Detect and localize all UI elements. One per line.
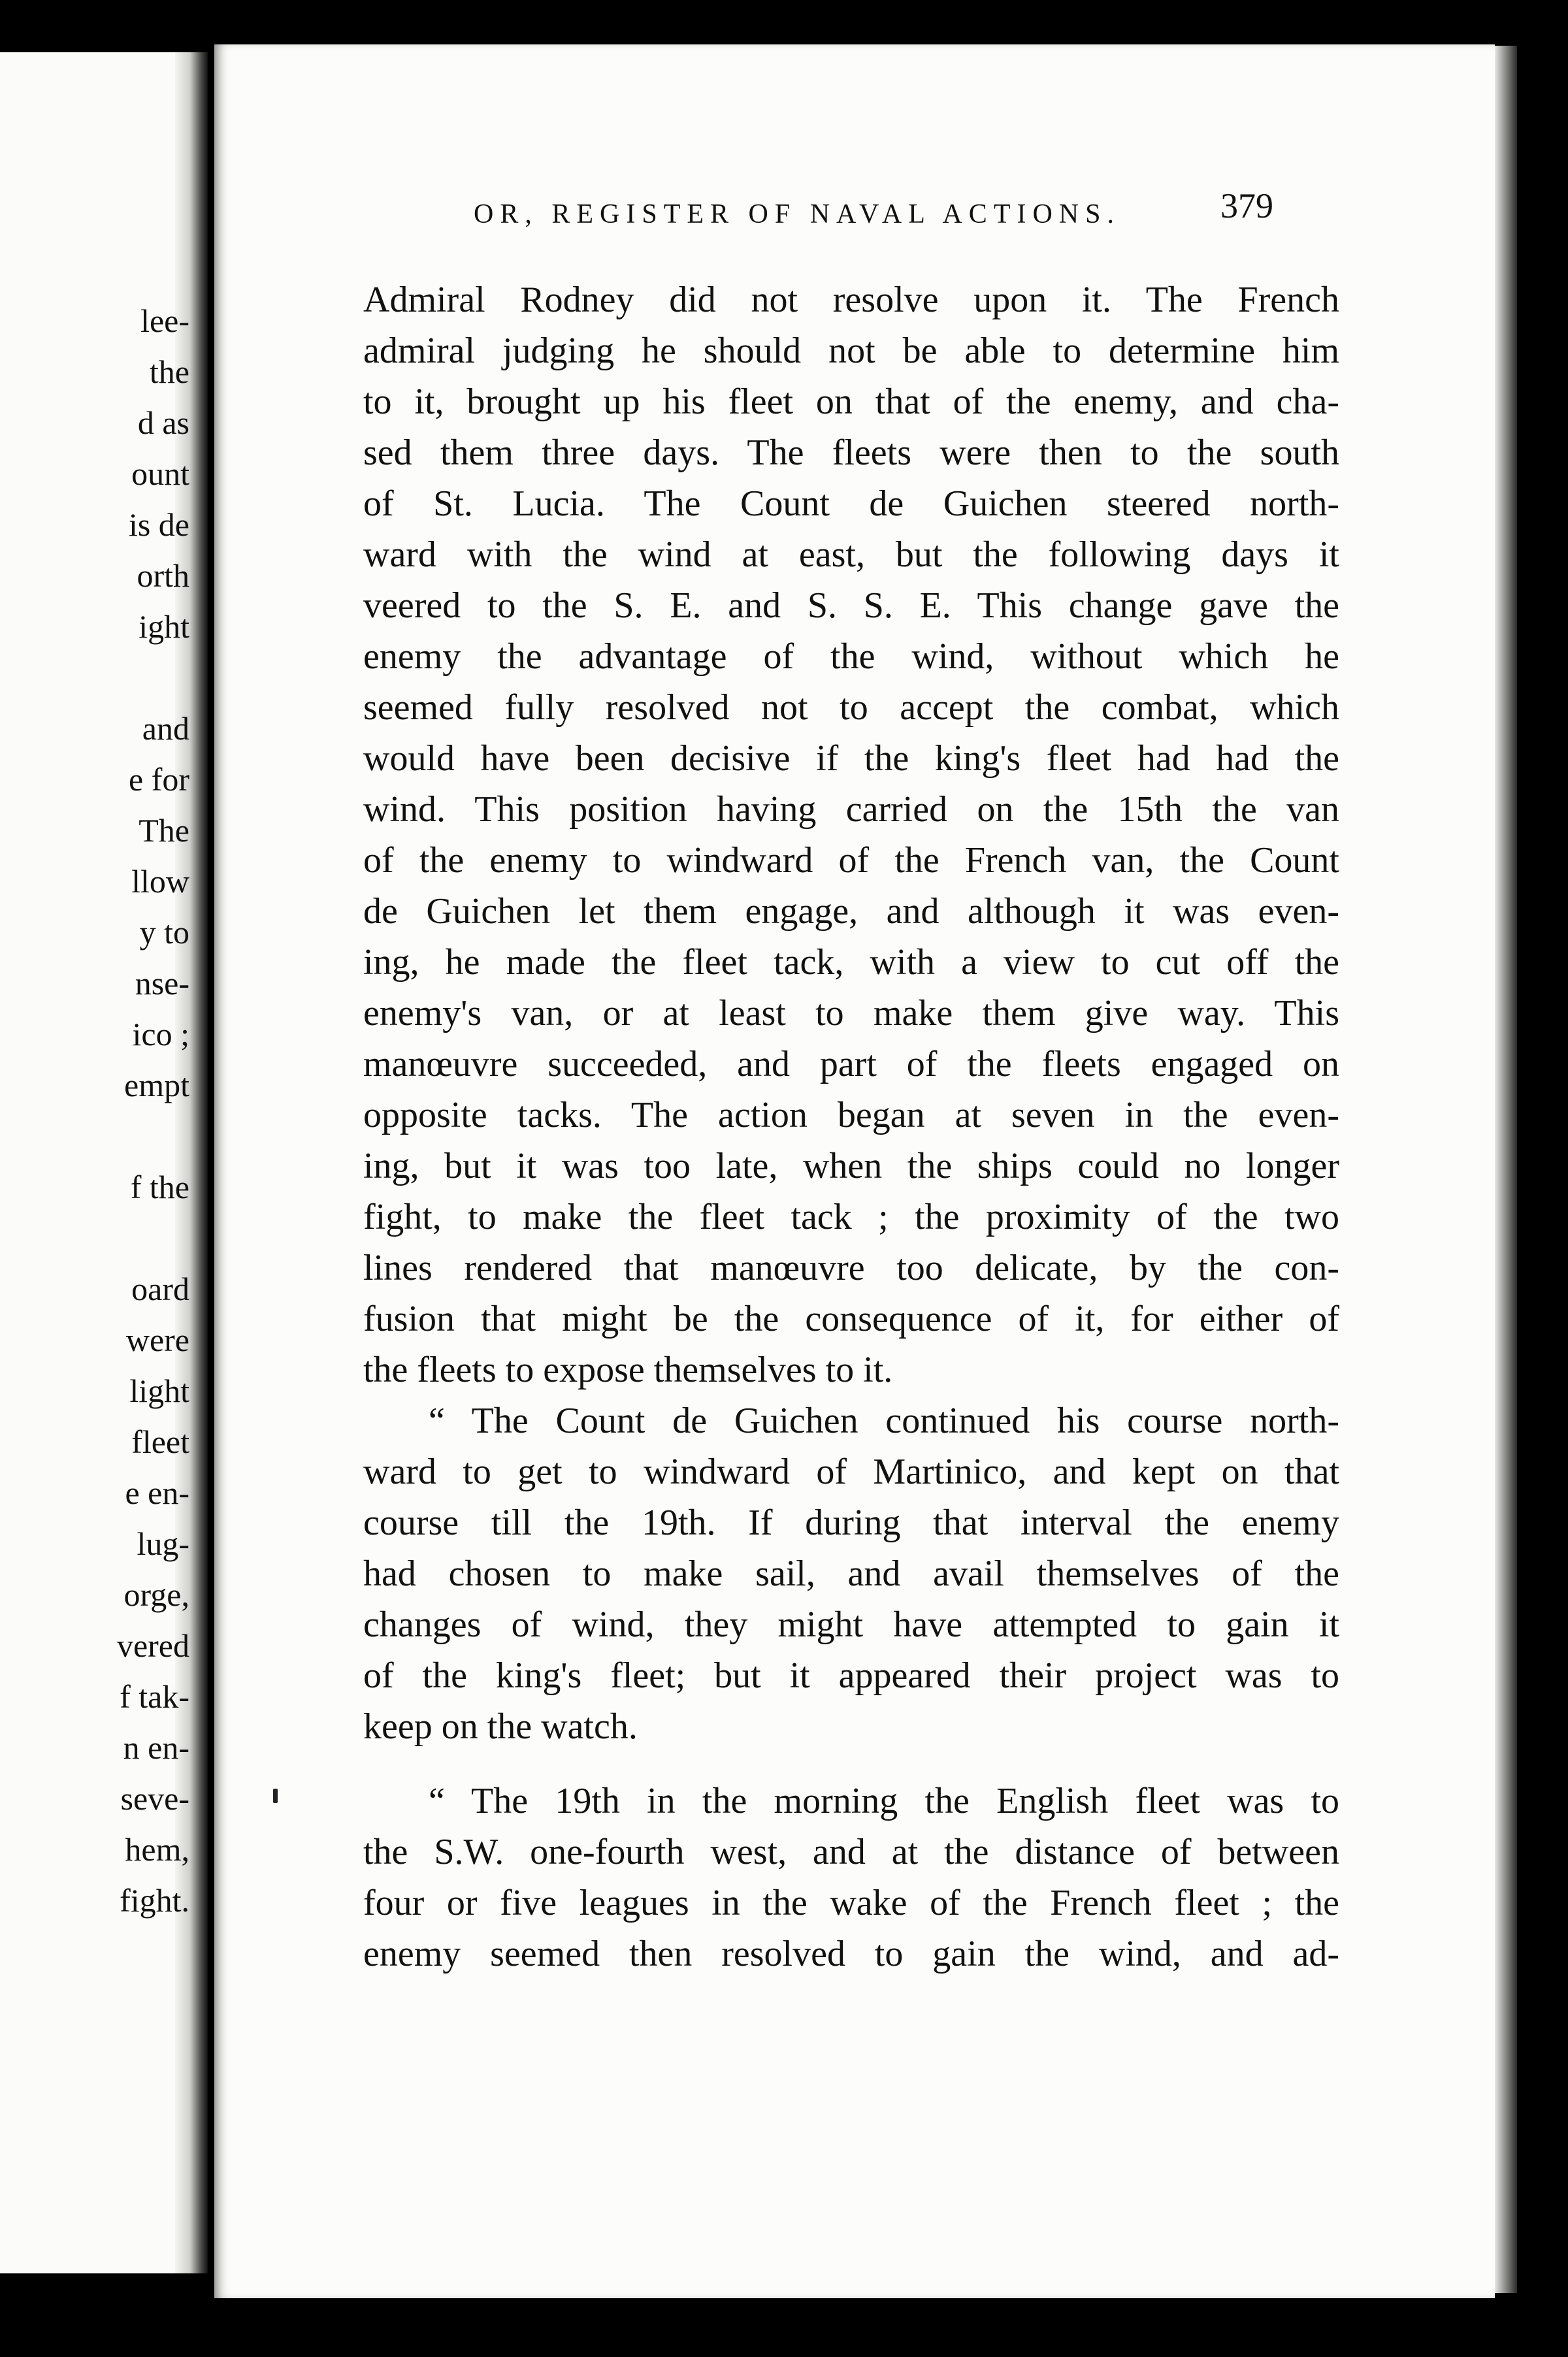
- left-page-fragment: hem,: [125, 1831, 189, 1868]
- running-head: OR, REGISTER OF NAVAL ACTIONS.: [474, 199, 1120, 229]
- body-text-line: de Guichen let them engage, and although it was even-: [363, 891, 1339, 932]
- page-edge: [1495, 46, 1517, 2293]
- body-text-line: ing, but it was too late, when the ships could no longer: [363, 1146, 1339, 1186]
- left-page-fragment: oard: [131, 1271, 189, 1307]
- ink-speck: [273, 1789, 278, 1803]
- body-text-line: “ The Count de Guichen continued his course north-: [429, 1401, 1339, 1441]
- left-page-fragment: ight: [139, 608, 189, 645]
- body-text-line: veered to the S. E. and S. S. E. This change gave the: [363, 585, 1339, 626]
- body-text-line: would have been decisive if the king's fleet had had the: [363, 738, 1339, 779]
- left-page-fragment: lug-: [137, 1525, 189, 1562]
- left-page-fragment: d as: [137, 404, 189, 441]
- left-page-fragment: The: [139, 812, 189, 849]
- body-text-line: enemy's van, or at least to make them give way. This: [363, 993, 1339, 1033]
- body-text-line: opposite tacks. The action began at seven in the even-: [363, 1095, 1339, 1135]
- left-page-fragment: and: [142, 710, 189, 747]
- left-page-fragment: empt: [124, 1067, 189, 1103]
- left-page-fragment: orge,: [123, 1576, 189, 1613]
- body-text-line: four or five leagues in the wake of the French fleet ; the: [363, 1883, 1339, 1923]
- body-text-line: changes of wind, they might have attempted to gain it: [363, 1604, 1339, 1645]
- body-text-line: Admiral Rodney did not resolve upon it. The French: [363, 280, 1339, 320]
- left-page-fragment: fleet: [131, 1423, 189, 1460]
- left-page-fragment: y to: [139, 914, 189, 951]
- left-page-fragment: e for: [129, 761, 189, 798]
- body-text-line: “ The 19th in the morning the English fleet was to: [429, 1781, 1339, 1821]
- left-page-fragment: light: [129, 1373, 189, 1409]
- body-text-line: course till the 19th. If during that interval the enemy: [363, 1503, 1339, 1543]
- body-text-line: admiral judging he should not be able to determine him: [363, 331, 1339, 371]
- body-text-line: of the enemy to windward of the French van, the Count: [363, 840, 1339, 881]
- body-text-line: seemed fully resolved not to accept the combat, which: [363, 687, 1339, 728]
- body-text-line: to it, brought up his fleet on that of the enemy, and cha-: [363, 382, 1339, 422]
- left-page-fragment: ount: [131, 455, 189, 492]
- body-text-line: keep on the watch.: [363, 1706, 638, 1747]
- body-text-line: enemy the advantage of the wind, without which he: [363, 636, 1339, 677]
- left-page-fragment: the: [149, 353, 189, 390]
- body-text-line: fight, to make the fleet tack ; the proximity of the two: [363, 1197, 1339, 1237]
- body-text-line: sed them three days. The fleets were then to the south: [363, 432, 1339, 473]
- body-text-line: manœuvre succeeded, and part of the fleets engaged on: [363, 1044, 1339, 1084]
- left-page-fragment: orth: [137, 557, 189, 594]
- left-page-fragment: nse-: [135, 965, 189, 1001]
- left-page-fragment: vered: [116, 1627, 189, 1664]
- left-page-fragment: were: [125, 1322, 189, 1358]
- body-text-line: ward to get to windward of Martinico, and kept on that: [363, 1452, 1339, 1492]
- body-text-line: the S.W. one-fourth west, and at the distance of between: [363, 1832, 1339, 1872]
- body-text-line: lines rendered that manœuvre too delicate, by the con-: [363, 1248, 1339, 1288]
- body-text-line: had chosen to make sail, and avail themselves of the: [363, 1553, 1339, 1594]
- body-text-line: ward with the wind at east, but the following days it: [363, 534, 1339, 575]
- body-text-line: ing, he made the fleet tack, with a view to cut off the: [363, 942, 1339, 983]
- left-page-fragment: n en-: [123, 1729, 189, 1766]
- left-page-fragment: llow: [131, 863, 189, 900]
- left-page-fragment: seve-: [120, 1780, 189, 1817]
- left-page-fragment: ico ;: [132, 1016, 189, 1052]
- body-text-line: of St. Lucia. The Count de Guichen steered north-: [363, 483, 1339, 524]
- page-number: 379: [1220, 186, 1273, 225]
- left-page-fragment: fight.: [120, 1882, 189, 1919]
- body-text-line: the fleets to expose themselves to it.: [363, 1350, 893, 1390]
- body-text-line: of the king's fleet; but it appeared their project was to: [363, 1655, 1339, 1696]
- left-page-fragment: f the: [130, 1169, 189, 1205]
- left-page-fragment: e en-: [125, 1474, 189, 1511]
- left-page-fragment: is de: [128, 506, 189, 543]
- body-text-line: wind. This position having carried on the 15th the van: [363, 789, 1339, 830]
- body-text-line: fusion that might be the consequence of it, for either of: [363, 1299, 1339, 1339]
- left-page-fragment: lee-: [140, 302, 189, 339]
- left-page-fragment: f tak-: [120, 1678, 189, 1715]
- body-text-line: enemy seemed then resolved to gain the wind, and ad-: [363, 1934, 1339, 1974]
